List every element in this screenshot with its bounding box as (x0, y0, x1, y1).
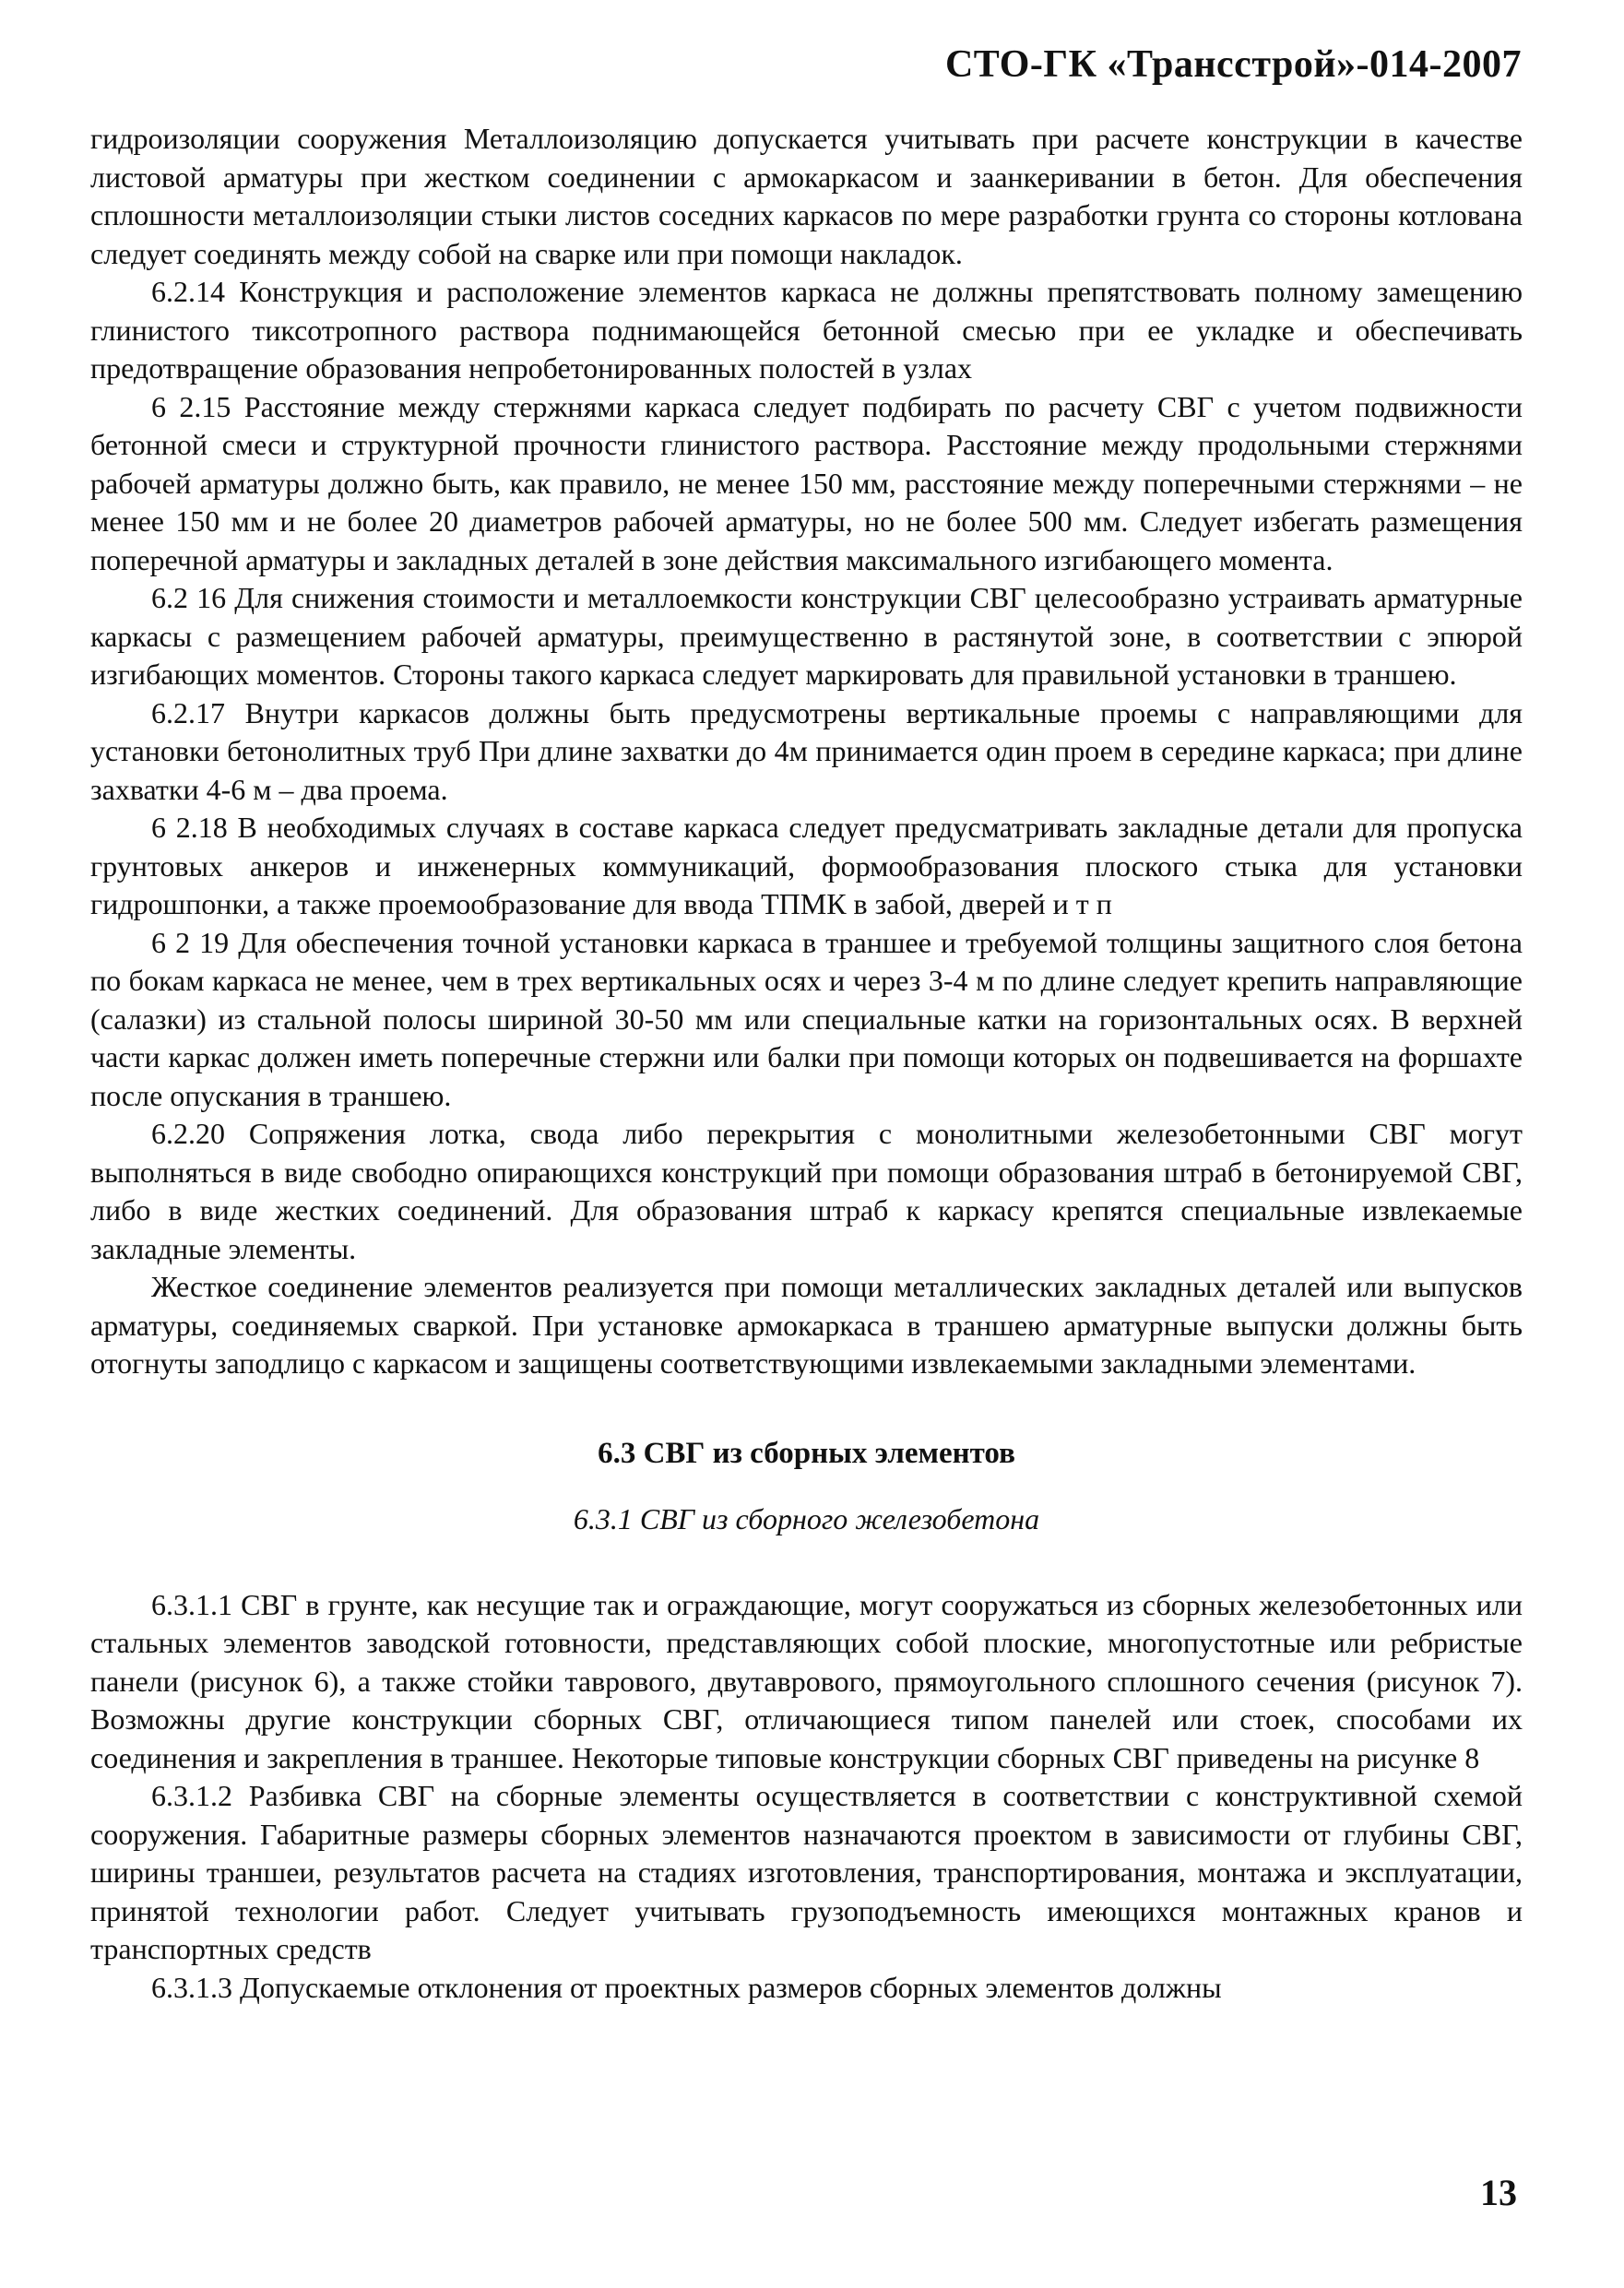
paragraph-continuation: гидроизоляции сооружения Металлоизоляцию допускается учитывать при расчете конструкции в качестве листовой арматуры при жестком соединении с армокаркасом и заанкеривании в бетон. Для обеспечения сплошности металлоизоляции стыки листов соседних каркасов по мере разработки грунта со стороны котлована следует соединять между собой на сварке или при помощи накладок. (90, 122, 1523, 270)
page-number: 13 (1480, 2172, 1517, 2213)
paragraph-rigid-connection: Жесткое соединение элементов реализуется при помощи металлических закладных деталей или выпусков арматуры, соединяемых сваркой. При установке армокаркаса в траншею арматурные выпуски должны быть отогнуты заподлицо с каркасом и защищены соответствующими извлекаемыми закладными элементами. (90, 1270, 1523, 1380)
paragraph-6-2-20: 6.2.20 Сопряжения лотка, свода либо перекрытия с монолитными железобетонными СВГ могут выполняться в виде свободно опирающихся конструкций при помощи образования штраб в бетонируемой СВГ, либо в виде жестких соединений. Для образования штраб к каркасу крепятся специальные извлекаемые закладные элементы. (90, 1117, 1523, 1265)
paragraph-6-2-18: 6 2.18 В необходимых случаях в составе каркаса следует предусматривать закладные детали для пропуска грунтовых анкеров и инженерных коммуникаций, формообразования плоского стыка для установки гидрошпонки, а также проемообразование для ввода ТПМК в забой, дверей и т п (90, 811, 1523, 920)
paragraph-6-2-19: 6 2 19 Для обеспечения точной установки каркаса в траншее и требуемой толщины защитного слоя бетона по бокам каркаса не менее, чем в трех вертикальных осях и через 3-4 м по длине следует крепить направляющие (салазки) из стальной полосы шириной 30-50 мм или специальные катки на горизонтальных осях. В верхней части каркас должен иметь поперечные стержни или балки при помощи которых он подвешивается на форшахте после опускания в траншею. (90, 925, 1523, 1112)
subsection-title: 6.3.1 СВГ из сборного железобетона (573, 1501, 1040, 1535)
section-title: 6.3 СВГ из сборных элементов (598, 1436, 1015, 1470)
body-text (90, 120, 1523, 2007)
document-code-header: СТО-ГК «Трансстрой»-014-2007 (944, 43, 1522, 86)
paragraph-6-3-1-2: 6.3.1.2 Разбивка СВГ на сборные элементы осуществляется в соответствии с конструктивной схемой сооружения. Габаритные размеры сборных элементов назначаются проектом в зависимости от глубины СВГ, ширины траншеи, результатов расчета на стадиях изготовления, транспортирования, монтажа и эксплуатации, принятой технологии работ. Следует учитывать грузоподъемность имеющихся монтажных кранов и транспортных средств (90, 1779, 1523, 1965)
paragraph-6-3-1-3: 6.3.1.3 Допускаемые отклонения от проектных размеров сборных элементов должны (151, 1970, 1222, 2004)
paragraph-6-2-17: 6.2.17 Внутри каркасов должны быть предусмотрены вертикальные проемы с направляющими для установки бетонолитных труб При длине захватки до 4м принимается один проем в середине каркаса; при длине захватки 4-6 м – два проема. (90, 695, 1523, 806)
paragraph-6-2-14: 6.2.14 Конструкция и расположение элементов каркаса не должны препятствовать полному замещению глинистого тиксотропного раствора поднимающейся бетонной смесью при ее укладке и обеспечивать предотвращение образования непробетонированных полостей в узлах (90, 275, 1523, 385)
paragraph-6-2-16: 6.2 16 Для снижения стоимости и металлоемкости конструкции СВГ целесообразно устраивать арматурные каркасы с размещением рабочей арматуры, преимущественно в растянутой зоне, в соответствии с эпюрой изгибающих моментов. Стороны такого каркаса следует маркировать для правильной установки в траншею. (90, 581, 1523, 691)
paragraph-6-3-1-1: 6.3.1.1 СВГ в грунте, как несущие так и ограждающие, могут сооружаться из сборных железобетонных или стальных элементов заводской готовности, представляющих собой плоские, многопустотные или ребристые панели (рисунок 6), а также стойки таврового, двутаврового, прямоугольного сплошного сечения (рисунок 7). Возможны другие конструкции сборных СВГ, отличающиеся типом панелей или стоек, способами их соединения и закрепления в траншее. Некоторые типовые конструкции сборных СВГ приведены на рисунке 8 (90, 1587, 1523, 1774)
paragraph-6-2-15: 6 2.15 Расстояние между стержнями каркаса следует подбирать по расчету СВГ с учетом подвижности бетонной смеси и структурной прочности глинистого раствора. Расстояние между продольными стержнями рабочей арматуры должно быть, как правило, не менее 150 мм, расстояние между поперечными стержнями – не менее 150 мм и не более 20 диаметров рабочей арматуры, но не более 500 мм. Следует избегать размещения поперечной арматуры и закладных деталей в зоне действия максимального изгибающего момента. (90, 389, 1523, 576)
